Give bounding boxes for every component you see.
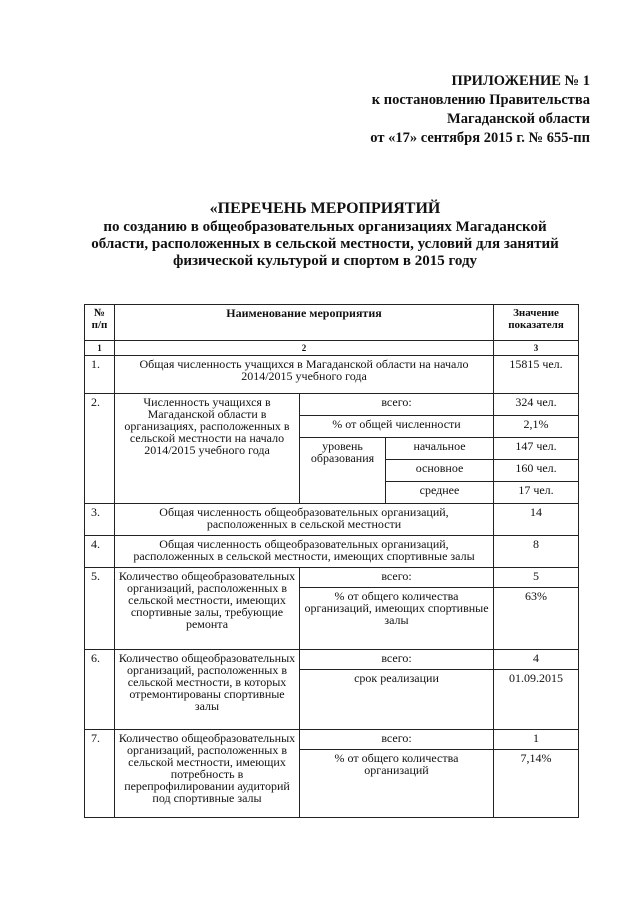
row-number: 2. [85,394,115,504]
row-name: Количество общеобразовательных организаций, расположенных в сельской местности, в которых отремонтированы спортивные залы [115,650,300,730]
level-primary-value: 147 чел. [494,438,579,460]
table-row [85,536,579,568]
table-row [85,356,579,394]
appendix-ref-1: к постановлению Правительства [371,92,590,108]
appendix-header [310,72,590,148]
term-label: срок реализации [300,670,494,730]
row-number: 3. [85,504,115,536]
total-label: всего: [300,650,494,670]
row-value: 15815 чел. [494,356,579,394]
pct-label: % от общей численности [300,416,494,438]
pct-label: % от общего количества организаций [300,750,494,818]
level-basic-label: основное [386,460,494,482]
total-value: 5 [494,568,579,588]
total-label: всего: [300,730,494,750]
document-title [90,200,560,270]
row-number: 6. [85,650,115,730]
colnum-1: 1 [85,341,115,356]
pct-label: % от общего количества организаций, имеющих спортивные залы [300,588,494,650]
title-main: «ПЕРЕЧЕНЬ МЕРОПРИЯТИЙ [209,200,441,217]
header-name: Наименование мероприятия [115,305,494,341]
row-number: 4. [85,536,115,568]
table-row [85,730,579,750]
level-secondary-value: 17 чел. [494,482,579,504]
level-basic-value: 160 чел. [494,460,579,482]
total-value: 4 [494,650,579,670]
table-row [85,504,579,536]
column-number-row [85,341,579,356]
table-row [85,394,579,416]
pct-value: 63% [494,588,579,650]
row-name: Количество общеобразовательных организаций, расположенных в сельской местности, имеющих потребность в перепрофилировании аудиторий под спортивные залы [115,730,300,818]
row-name: Численность учащихся в Магаданской области в организациях, расположенных в сельской местности на начало 2014/2015 учебного года [115,394,300,504]
header-value: Значение показателя [494,305,579,341]
row-name: Общая численность общеобразовательных организаций, расположенных в сельской местности [115,504,494,536]
total-value: 324 чел. [494,394,579,416]
row-value: 14 [494,504,579,536]
measures-table [84,304,579,818]
table-row [85,568,579,588]
level-secondary-label: среднее [386,482,494,504]
row-name: Общая численность учащихся в Магаданской области на начало 2014/2015 учебного года [115,356,494,394]
level-label: уровень образования [300,438,386,504]
total-label: всего: [300,568,494,588]
row-number: 5. [85,568,115,650]
appendix-date: от «17» сентября 2015 г. № 655-пп [370,130,590,146]
title-subtitle: по созданию в общеобразовательных организациях Магаданской области, расположенных в сельской местности, условий для занятий физической культурой и спортом в 2015 году [91,219,559,269]
appendix-number: ПРИЛОЖЕНИЕ № 1 [451,73,590,89]
total-label: всего: [300,394,494,416]
row-number: 7. [85,730,115,818]
level-primary-label: начальное [386,438,494,460]
row-name: Количество общеобразовательных организаций, расположенных в сельской местности, имеющих спортивные залы, требующие ремонта [115,568,300,650]
row-number: 1. [85,356,115,394]
term-value: 01.09.2015 [494,670,579,730]
colnum-3: 3 [494,341,579,356]
header-num: № п/п [85,305,115,341]
row-name: Общая численность общеобразовательных организаций, расположенных в сельской местности, имеющих спортивные залы [115,536,494,568]
row-value: 8 [494,536,579,568]
total-value: 1 [494,730,579,750]
pct-value: 7,14% [494,750,579,818]
pct-value: 2,1% [494,416,579,438]
colnum-2: 2 [115,341,494,356]
appendix-ref-2: Магаданской области [447,111,590,127]
table-header-row [85,305,579,341]
table-row [85,650,579,670]
